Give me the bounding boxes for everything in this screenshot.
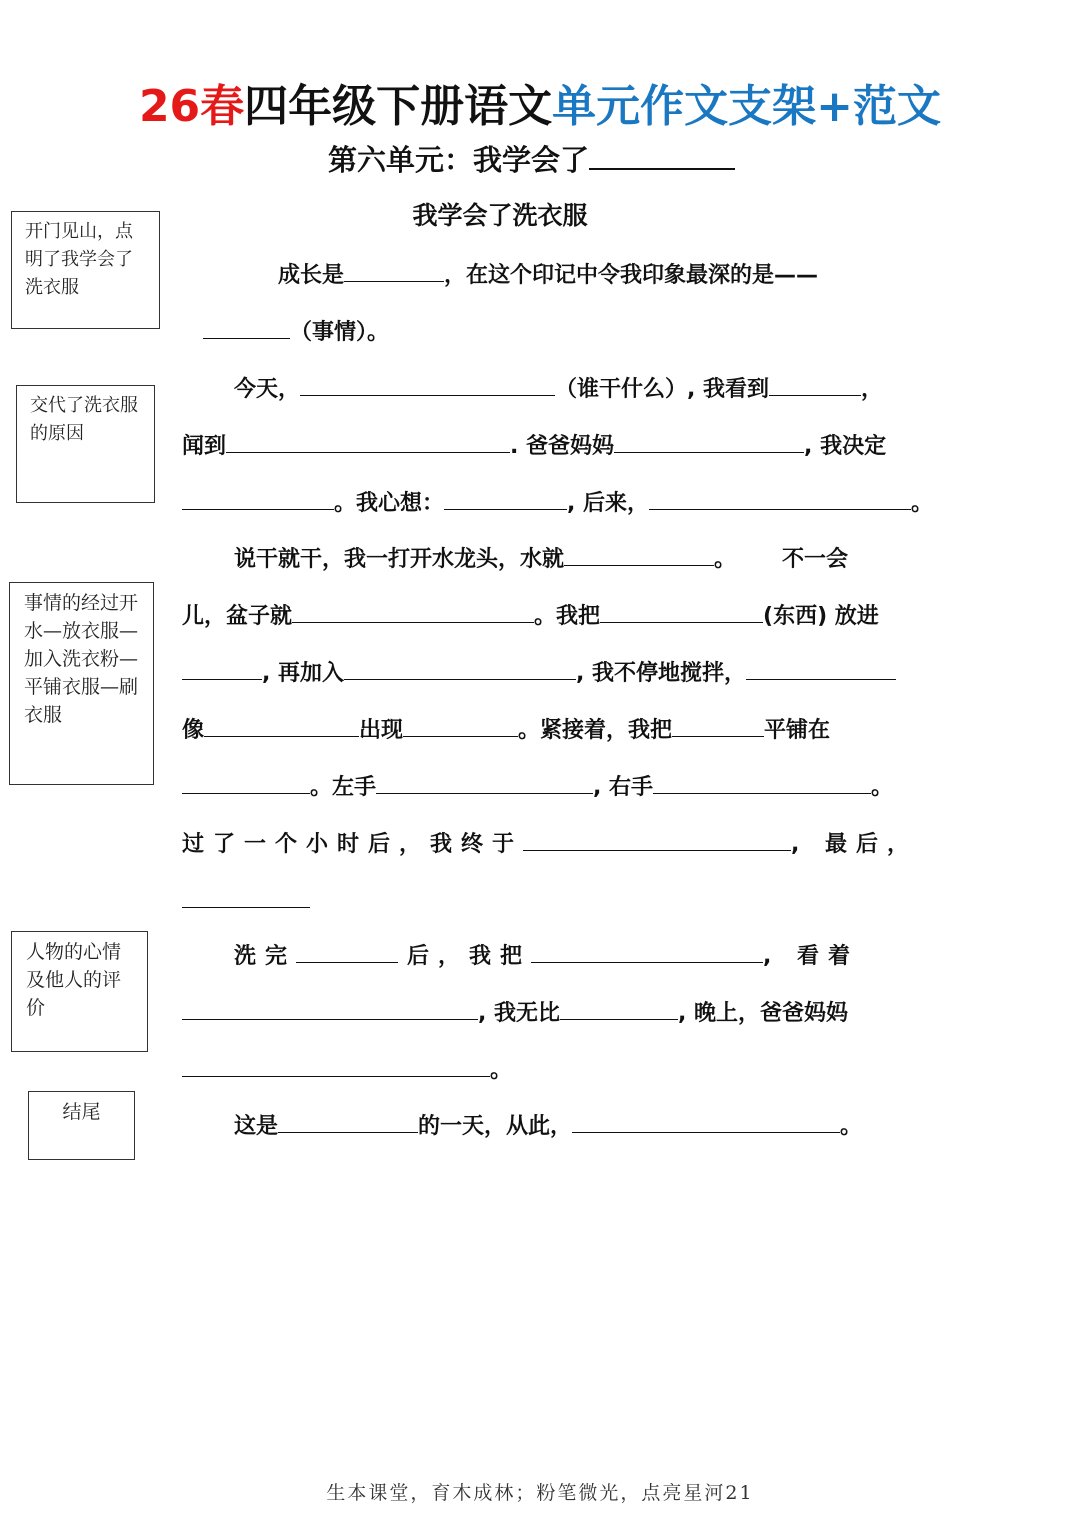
l9-text-b: 出现 [359, 718, 404, 743]
l11-text-b: , 最后， [791, 832, 919, 857]
side-note-process: 事情的经过开水—放衣服—加入洗衣粉—平铺衣服—刷衣服 [9, 582, 154, 785]
l6-text-a: 说干就干，我一打开水龙头，水就 [234, 547, 565, 572]
l6-text-c: 不一会 [782, 547, 849, 572]
blank-1-1[interactable] [344, 257, 444, 282]
blank-12-1[interactable] [182, 883, 310, 908]
blank-5-1[interactable] [182, 485, 334, 510]
blank-8-1[interactable] [182, 655, 262, 680]
line-16 [234, 1108, 969, 1143]
l1-text-b: ，在这个印记中令我印象最深的是—— [444, 263, 819, 288]
l4-text-c: , 我决定 [804, 434, 887, 459]
line-4 [182, 428, 917, 463]
blank-14-2[interactable] [560, 995, 678, 1020]
unit-subtitle [328, 140, 735, 180]
l10-text-b: , 右手 [593, 775, 654, 800]
line-6 [234, 541, 969, 576]
blank-8-2[interactable] [344, 655, 576, 680]
blank-6-1[interactable] [564, 541, 714, 566]
side-note-opening: 开门见山，点明了我学会了洗衣服 [11, 211, 160, 329]
blank-5-2[interactable] [444, 485, 567, 510]
footer-text: 生本课堂，育木成林；粉笔微光，点亮星河21 [326, 1482, 754, 1504]
line-7 [182, 598, 917, 633]
l10-text-c: 。 [871, 775, 894, 800]
line-12 [182, 883, 917, 918]
l9-text-c: 。紧接着，我把 [518, 718, 673, 743]
blank-16-1[interactable] [278, 1108, 418, 1133]
l4-text-b: . 爸爸妈妈 [510, 434, 615, 459]
l16-text-a: 这是 [234, 1114, 279, 1139]
title-blue: 单元作文支架+范文 [552, 81, 942, 132]
blank-8-3[interactable] [746, 655, 896, 680]
l13-text-a: 洗完 [234, 944, 297, 969]
blank-9-2[interactable] [403, 712, 518, 737]
subtitle-text: 第六单元：我学会了 [328, 143, 590, 177]
blank-13-1[interactable] [296, 938, 398, 963]
title-red: 26春 [138, 81, 245, 132]
blank-13-2[interactable] [531, 938, 763, 963]
l13-text-b: 后，我把 [407, 944, 532, 969]
l14-text-b: , 晚上，爸爸妈妈 [678, 1001, 849, 1026]
side-note-reason: 交代了洗衣服的原因 [16, 385, 155, 503]
blank-3-1[interactable] [300, 371, 555, 396]
l5-text-b: , 后来， [567, 491, 650, 516]
line-10 [182, 769, 917, 804]
blank-4-1[interactable] [226, 428, 510, 453]
l16-text-c: 。 [840, 1114, 863, 1139]
l7-text-b: 。我把 [534, 604, 601, 629]
title-black: 四年级下册语文 [244, 81, 553, 132]
l15-text-a: 。 [490, 1058, 513, 1083]
line-8 [182, 655, 917, 690]
blank-15-1[interactable] [182, 1052, 490, 1077]
l3-text-b: （谁干什么）, 我看到 [555, 377, 770, 402]
l9-text-a: 像 [182, 718, 205, 743]
l10-text-a: 。左手 [310, 775, 377, 800]
blank-16-2[interactable] [572, 1108, 840, 1133]
line-5 [182, 485, 942, 520]
l16-text-b: 的一天，从此， [418, 1114, 573, 1139]
blank-7-1[interactable] [292, 598, 534, 623]
line-13 [234, 938, 969, 973]
line-14 [182, 995, 917, 1030]
line-15 [182, 1052, 917, 1087]
essay-title: 我学会了洗衣服 [412, 201, 588, 230]
blank-9-3[interactable] [672, 712, 764, 737]
blank-10-3[interactable] [653, 769, 871, 794]
l3-text-a: 今天， [234, 377, 301, 402]
subtitle-blank[interactable] [589, 140, 735, 170]
l5-text-c: 。 [911, 491, 934, 516]
blank-10-1[interactable] [182, 769, 310, 794]
blank-5-3[interactable] [649, 485, 911, 510]
l9-text-d: 平铺在 [764, 718, 831, 743]
line-11 [182, 826, 917, 861]
line-3 [234, 371, 969, 406]
blank-9-1[interactable] [204, 712, 359, 737]
l14-text-a: , 我无比 [478, 1001, 561, 1026]
blank-4-2[interactable] [614, 428, 804, 453]
l3-text-c: ， [861, 377, 884, 402]
l4-text-a: 闻到 [182, 434, 227, 459]
l13-text-c: , 看着 [763, 944, 860, 969]
l8-text-a: , 再加入 [262, 661, 345, 686]
l7-text-a: 儿，盆子就 [182, 604, 293, 629]
blank-2-1[interactable] [203, 314, 290, 339]
l8-text-b: , 我不停地搅拌， [576, 661, 747, 686]
page-title [0, 80, 1080, 134]
l2-text-a: （事情）。 [290, 320, 390, 345]
blank-3-2[interactable] [769, 371, 861, 396]
l11-text-a: 过了一个小时后，我终于 [182, 832, 524, 857]
side-note-feelings: 人物的心情及他人的评价 [11, 931, 148, 1052]
l1-text-a: 成长是 [278, 263, 345, 288]
l6-text-b: 。 [714, 547, 737, 572]
line-1 [278, 257, 918, 292]
blank-7-2[interactable] [600, 598, 763, 623]
blank-11-1[interactable] [523, 826, 791, 851]
blank-10-2[interactable] [376, 769, 593, 794]
blank-14-1[interactable] [182, 995, 478, 1020]
line-2 [203, 314, 938, 349]
side-note-ending: 结尾 [28, 1091, 135, 1160]
l7-text-c: (东西) 放进 [763, 604, 879, 629]
l5-text-a: 。我心想： [334, 491, 445, 516]
line-9 [182, 712, 917, 747]
